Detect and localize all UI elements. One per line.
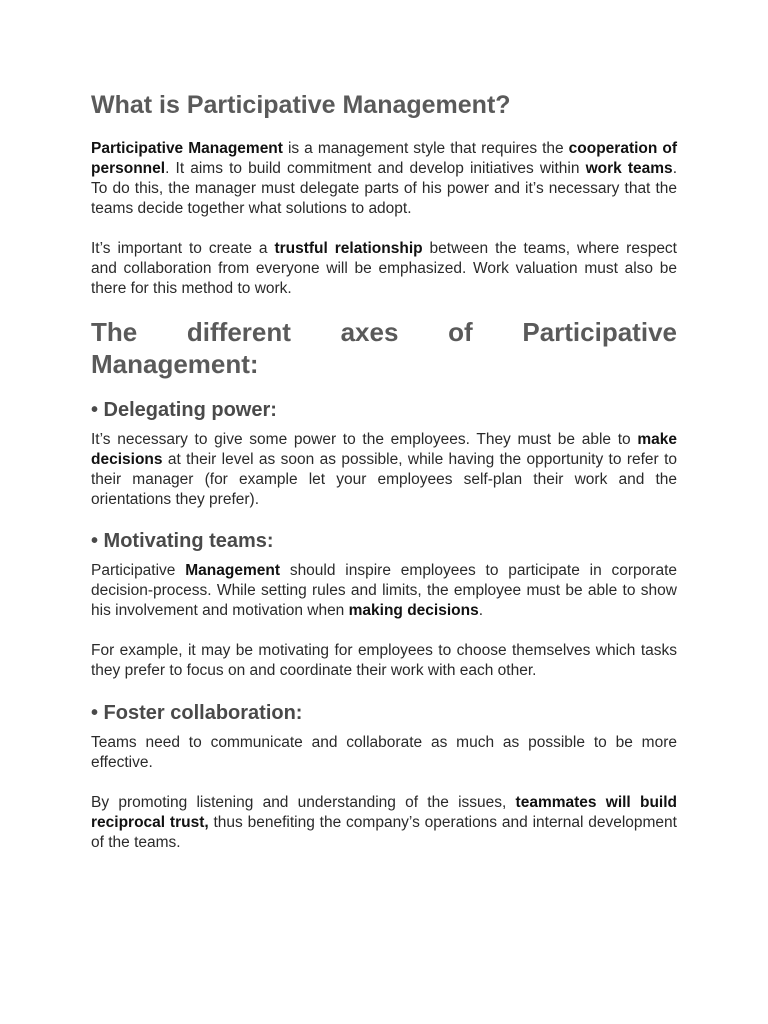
foster-collaboration-paragraph-1 [91,733,677,773]
paragraph-text: between the teams, where respect and collaboration from everyone will be emphasized. Work valuation must also be there for this method to work. [91,240,677,297]
paragraph-text: . It aims to build commitment and develop initiatives within [165,160,586,177]
section-heading-delegating-power: • Delegating power: [91,399,277,421]
intro-paragraph-1 [91,139,677,219]
bold-term: work teams [585,160,673,177]
bold-term: making decisions [348,602,479,619]
paragraph-text: It’s necessary to give some power to the employees. They must be able to [91,431,638,448]
section-heading-motivating-teams: • Motivating teams: [91,530,274,552]
paragraph-text: For example, it may be motivating for employees to choose themselves which tasks they prefer to focus on and coordinate their work with each other. [91,642,677,679]
delegating-power-paragraph [91,430,677,510]
paragraph-text: . [478,602,484,619]
paragraph-text: Participative [91,562,186,579]
paragraph-text: thus benefiting the company’s operations and internal development of the teams. [91,814,677,851]
paragraph-text: Teams need to communicate and collaborate as much as possible to be more effective. [91,734,677,771]
document-page [91,90,677,853]
bold-term: make decisions [91,431,677,468]
motivating-teams-paragraph-2 [91,641,677,681]
axes-heading: The different axes of Participative Management: [91,317,677,379]
paragraph-text: It’s important to create a [91,240,275,257]
paragraph-text: By promoting listening and understanding of the issues, [91,794,516,811]
paragraph-text: is a management style that requires the [282,140,569,157]
paragraph-text: . To do this, the manager must delegate parts of his power and it’s necessary that the teams decide together what solutions to adopt. [91,160,677,217]
bold-term: teammates will build reciprocal trust, [91,794,677,831]
bold-term: cooperation of personnel [91,140,678,177]
bold-term: Participative Management [91,140,283,157]
page-title: What is Participative Management? [91,91,511,119]
foster-collaboration-paragraph-2 [91,793,677,853]
paragraph-text: at their level as soon as possible, while having the opportunity to refer to their manager (for example let your employees self-plan their work and the orientations they prefer). [91,451,677,508]
section-heading-foster-collaboration: • Foster collaboration: [91,702,303,724]
bold-term: Management [185,562,280,579]
bold-term: trustful relationship [274,240,423,257]
motivating-teams-paragraph-1 [91,561,677,621]
intro-paragraph-2 [91,239,677,299]
paragraph-text: should inspire employees to participate in corporate decision-process. While setting rules and limits, the employee must be able to show his involvement and motivation when [91,562,677,619]
